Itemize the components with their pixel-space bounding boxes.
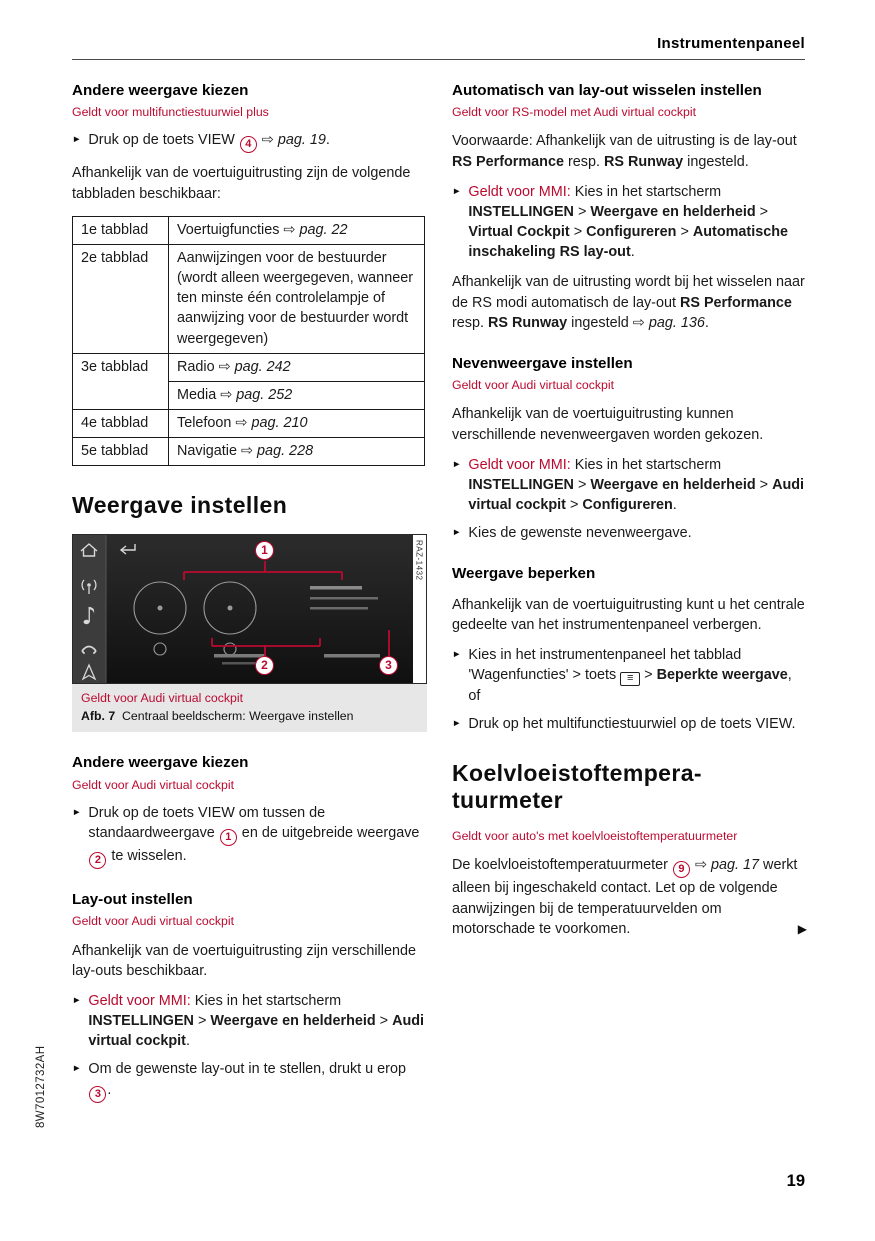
applicability-note: Geldt voor Audi virtual cockpit [452, 378, 614, 393]
table-cell-content [169, 381, 425, 409]
text-segment: Afb. 7 [81, 709, 116, 724]
text-segment: Geldt voor MMI: [468, 183, 575, 200]
text-segment: Kies de gewenste nevenweergave. [468, 525, 692, 542]
section-title-automatisch-wisselen: Automatisch van lay-out wisselen instellen [452, 82, 762, 99]
text-segment: Geldt voor MMI: [88, 992, 195, 1009]
section-title-lay-out-instellen: Lay-out instellen [72, 891, 193, 909]
text-segment: tuurmeter [452, 786, 563, 813]
text-segment: Druk op de toets VIEW om tussen de standaardweergave [88, 804, 326, 842]
text-segment: Configureren [586, 224, 677, 241]
paragraph [72, 941, 425, 981]
instruction-item [72, 130, 425, 153]
text-segment: Koelvloeistoftempera- [452, 759, 702, 786]
text-segment: Navigatie [177, 443, 241, 460]
text-segment: Weergave en helderheid [590, 203, 756, 220]
paragraph [452, 855, 805, 938]
spine-code: 8W7012732AH [35, 1045, 47, 1128]
text-segment: ⇨ pag. 19 [261, 132, 326, 149]
text-segment: Audi virtual cockpit [468, 476, 805, 513]
instruction-item [452, 523, 805, 543]
bullet-marker-icon: ► [452, 185, 462, 197]
table-cell-content [169, 353, 425, 381]
section-title-weergave-beperken: Weergave beperken [452, 565, 596, 583]
text-segment: ⇨ pag. 242 [218, 358, 291, 375]
paragraph [452, 404, 805, 444]
text-segment: > [755, 203, 769, 220]
text-segment: > [569, 224, 587, 241]
applicability-note: Geldt voor RS-model met Audi virtual cockpit [452, 105, 696, 120]
text-segment: Kies in het startscherm [574, 456, 722, 473]
callout-ref-2: 2 [89, 852, 106, 869]
table-row [73, 216, 425, 244]
text-segment: Telefoon [177, 415, 236, 432]
applicability-note: Geldt voor Audi virtual cockpit [72, 914, 234, 929]
text-segment: ⇨ pag. 252 [220, 386, 293, 403]
text-segment: , of [468, 667, 792, 704]
bullet-marker-icon: ► [72, 806, 82, 818]
main-heading-koelvloeistoftemperatuurmeter [452, 760, 805, 813]
callout-ref-1: 1 [220, 829, 237, 846]
bullet-marker-icon: ► [72, 994, 82, 1006]
instruction-item [72, 1059, 425, 1102]
text-segment: INSTELLINGEN [468, 203, 574, 220]
bullet-marker-icon: ► [452, 717, 462, 729]
text-segment: RS Runway [603, 153, 684, 170]
callout-ref-3: 3 [89, 1086, 106, 1103]
bullet-marker-icon: ► [452, 527, 462, 539]
text-segment: De koelvloeistoftemperatuurmeter [452, 857, 672, 874]
figure-callout-3: 3 [379, 656, 398, 675]
text-segment: Centraal beeldscherm: Weergave instellen [115, 709, 354, 724]
applicability-note: Geldt voor multifunctiestuurwiel plus [72, 105, 269, 120]
text-segment: Kies in het instrumentenpaneel het tabblad 'Wagenfuncties' > toets [468, 646, 742, 684]
text-segment: > [573, 203, 591, 220]
text-segment: Afhankelijk van de voertuiguitrusting zijn de volgende tabbladen beschikbaar: [72, 165, 411, 202]
instruction-text [468, 714, 805, 734]
text-segment: INSTELLINGEN [468, 476, 574, 493]
bullet-marker-icon: ► [72, 134, 82, 146]
instruction-item [452, 182, 805, 263]
instruction-text [88, 130, 425, 153]
figure-callout-2: 2 [255, 656, 274, 675]
last-paragraph-block [452, 855, 805, 938]
section-title-andere-weergave-2: Andere weergave kiezen [72, 754, 249, 772]
text-segment: Afhankelijk van de uitrusting wordt bij het wisselen naar de RS modi automatisch de lay-out [452, 274, 805, 311]
text-segment: . [672, 497, 677, 513]
left-column [72, 80, 425, 1111]
applicability-note: Geldt voor auto's met koelvloeistoftemperatuurmeter [452, 829, 738, 844]
figure-applicability-note: Geldt voor Audi virtual cockpit [81, 691, 243, 706]
table-row [73, 410, 425, 438]
text-segment: Voorwaarde: Afhankelijk van de uitrusting is de lay-out [452, 133, 797, 150]
text-segment: RS Performance [452, 153, 564, 170]
text-segment: Media [177, 386, 221, 403]
tab-overview-table [72, 216, 425, 467]
text-segment: te wisselen. [107, 848, 187, 865]
figure-afb-7 [72, 534, 427, 732]
instruction-item [452, 455, 805, 515]
figure-reference-code: RAZ-1432 [414, 540, 424, 581]
table-cell-label: 2e tabblad [73, 244, 169, 353]
table-cell-content [169, 216, 425, 244]
chapter-header: Instrumentenpaneel [657, 35, 805, 52]
text-segment: . [107, 1081, 112, 1098]
paragraph [452, 272, 805, 332]
page-number: 19 [786, 1172, 805, 1190]
text-segment: > [573, 476, 591, 493]
right-column [452, 80, 805, 949]
text-segment: . [704, 314, 709, 331]
text-segment: ingesteld [567, 314, 633, 331]
text-segment: ⇨ pag. 210 [235, 415, 308, 432]
text-segment: > [755, 476, 773, 493]
text-segment: Afhankelijk van de voertuiguitrusting kunnen verschillende nevenweergaven worden gekozen. [452, 406, 764, 443]
text-segment: RS Runway [488, 314, 568, 331]
text-segment: en de uitgebreide weergave [237, 825, 420, 842]
text-segment: INSTELLINGEN [88, 1013, 194, 1030]
text-segment: Virtual Cockpit [468, 224, 570, 241]
instruction-text [88, 991, 425, 1051]
figure-caption [72, 684, 427, 732]
instruction-text [468, 645, 805, 706]
text-segment: > [640, 667, 657, 684]
menu-key-icon: ≡ [620, 672, 640, 686]
text-segment: Afhankelijk van de voertuiguitrusting kunt u het centrale gedeelte van het instrumentenpaneel verbergen. [452, 596, 805, 633]
text-segment: RS Performance [679, 294, 792, 311]
callout-ref-4: 4 [240, 136, 257, 153]
instruction-text [88, 1059, 425, 1102]
text-segment: ⇨ pag. 228 [241, 443, 314, 460]
instruction-item [72, 803, 425, 869]
text-segment: werkt alleen bij ingeschakeld contact. Let op de volgende aanwijzingen bij de temperatuurvelden om motorschade te voorkomen. [452, 857, 798, 937]
table-cell-content [169, 244, 425, 353]
table-cell-label: 4e tabblad [73, 410, 169, 438]
text-segment: Geldt voor MMI: [468, 456, 575, 473]
text-segment: Beperkte weergave [656, 667, 788, 684]
paragraph [72, 163, 425, 203]
bullet-marker-icon: ► [452, 458, 462, 470]
instruction-text [468, 455, 805, 515]
section-title-nevenweergave: Nevenweergave instellen [452, 354, 633, 372]
text-segment: Kies in het startscherm [574, 183, 722, 200]
text-segment: > [676, 224, 693, 241]
text-segment: Kies in het startscherm [194, 992, 342, 1009]
text-segment: Voertuigfuncties [177, 221, 284, 238]
callout-ref-9: 9 [673, 861, 690, 878]
text-segment: Druk op het multifunctiestuurwiel op de toets VIEW. [468, 715, 796, 732]
table-cell-content [169, 438, 425, 466]
text-segment: Aanwijzingen voor de bestuurder (wordt alleen weergegeven, wanneer ten minste één controlelampje of aanwijzing voor de bestuurder wordt weergegeven) [177, 249, 413, 347]
table-cell-content [169, 410, 425, 438]
figure-caption-text [81, 708, 418, 725]
table-row [73, 353, 425, 381]
text-segment: . [185, 1033, 190, 1050]
text-segment: Weergave en helderheid [590, 476, 756, 493]
text-segment: ⇨ pag. 17 [694, 857, 760, 874]
text-segment: ⇨ pag. 136 [632, 314, 705, 331]
text-segment: resp. [563, 153, 604, 170]
applicability-note: Geldt voor Audi virtual cockpit [72, 777, 234, 792]
bullet-marker-icon: ► [452, 648, 462, 660]
infotainment-illustration [72, 534, 427, 684]
text-segment: Afhankelijk van de voertuiguitrusting zijn verschillende lay-outs beschikbaar. [72, 942, 416, 979]
main-heading-weergave-instellen: Weergave instellen [72, 492, 288, 519]
instruction-item [452, 645, 805, 706]
text-segment: resp. [452, 314, 488, 331]
paragraph [452, 595, 805, 635]
text-segment: > [565, 497, 583, 513]
instruction-text [468, 182, 805, 263]
text-segment: . [630, 244, 635, 261]
table-cell-label: 5e tabblad [73, 438, 169, 466]
figure-callout-1: 1 [255, 541, 274, 560]
infotainment-screen-svg [72, 534, 427, 684]
table-row [73, 244, 425, 353]
text-segment: ⇨ pag. 22 [283, 221, 348, 238]
header-rule [72, 59, 805, 60]
instruction-text [468, 523, 805, 543]
text-segment: Audi virtual cockpit [88, 1013, 425, 1050]
table-cell-label: 1e tabblad [73, 216, 169, 244]
text-segment: Om de gewenste lay-out in te stellen, drukt u erop [88, 1061, 406, 1078]
instruction-item [72, 991, 425, 1051]
text-segment: Weergave en helderheid [210, 1013, 376, 1030]
bullet-marker-icon: ► [72, 1063, 82, 1075]
section-title-andere-weergave-1: Andere weergave kiezen [72, 82, 249, 99]
paragraph [452, 131, 805, 171]
text-segment: Druk op de toets VIEW [88, 132, 239, 149]
text-segment: Automatische inschakeling RS lay-out [468, 224, 789, 261]
text-segment: Radio [177, 358, 219, 375]
text-segment: > [193, 1013, 211, 1030]
text-segment: Configureren [582, 497, 673, 513]
instruction-item [452, 714, 805, 734]
table-cell-label: 3e tabblad [73, 353, 169, 409]
continuation-arrow-icon: ▶ [797, 922, 807, 937]
instruction-text [88, 803, 425, 869]
text-segment: > [375, 1013, 393, 1030]
text-segment: . [325, 132, 330, 149]
text-segment: ingesteld. [683, 153, 749, 170]
content-columns [72, 80, 805, 1111]
table-row [73, 438, 425, 466]
